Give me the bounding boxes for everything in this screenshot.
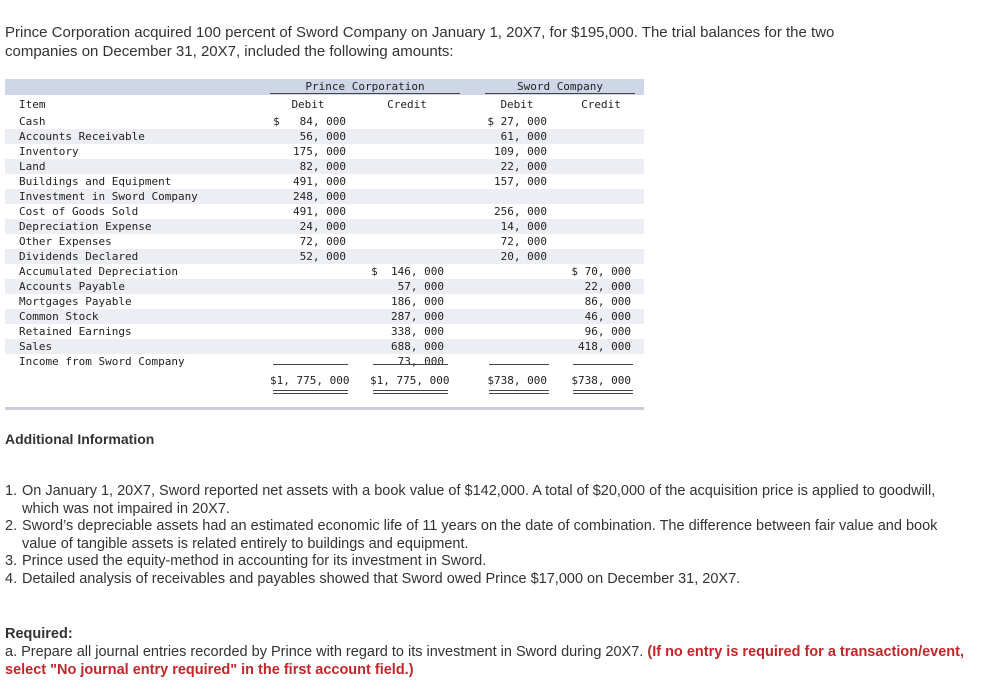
sword-credit-cell: 418, 000 [578, 340, 631, 353]
info-item [5, 571, 945, 589]
prince-debit-cell: 491, 000 [293, 175, 346, 188]
sword-credit-cell [571, 219, 631, 234]
row-item-label: Dividends Declared [19, 250, 139, 263]
group-underline-sword [485, 93, 635, 94]
required-note: (If no entry is required for a transaction/event, select "No journal entry required" in the first account field.) [5, 644, 965, 678]
prince-credit-cell [370, 174, 444, 189]
sword-credit-cell: 96, 000 [584, 325, 631, 338]
prince-debit-cell: 175, 000 [293, 145, 346, 158]
sword-debit-cell [487, 354, 547, 369]
double-rule-sword-debit [489, 390, 549, 394]
total-sword-debit: $738, 000 [487, 374, 547, 387]
group-underline-prince [270, 93, 460, 94]
column-header-prince-credit: Credit [387, 98, 427, 111]
required-text: a. Prepare all journal entries recorded by Prince with regard to its investment in Sword during 20X7. [5, 644, 644, 660]
sword-debit-cell: 256, 000 [494, 205, 547, 218]
sword-debit-cell: 14, 000 [500, 220, 547, 233]
row-item-label: Mortgages Payable [19, 295, 132, 308]
table-row [5, 354, 644, 369]
sword-credit-cell [571, 249, 631, 264]
info-text: Prince used the equity-method in accounting for its investment in Sword. [22, 553, 487, 569]
row-item-label: Investment in Sword Company [19, 190, 198, 203]
table-row [5, 159, 644, 174]
table-row [5, 234, 644, 249]
table-row [5, 324, 644, 339]
group-header-prince: Prince Corporation [305, 80, 425, 93]
total-rule-prince-credit [373, 364, 448, 365]
sword-debit-cell [487, 339, 547, 354]
table-row [5, 249, 644, 264]
column-header-prince-debit: Debit [291, 98, 325, 111]
sword-credit-cell: 86, 000 [584, 295, 631, 308]
prince-credit-cell: 186, 000 [391, 295, 444, 308]
sword-debit-cell [487, 294, 547, 309]
group-header-sword: Sword Company [516, 80, 604, 93]
prince-credit-cell: 688, 000 [391, 340, 444, 353]
info-text: On January 1, 20X7, Sword reported net assets with a book value of $142,000. A total of $20,000 of the acquisition price is applied to goodwill, which was not impaired in 20X7. [22, 483, 936, 517]
sword-debit-cell [487, 264, 547, 279]
prince-debit-cell [270, 309, 346, 324]
problem-intro: Prince Corporation acquired 100 percent of Sword Company on January 1, 20X7, for $195,000. The trial balances for the two companies on December 31, 20X7, included the following amounts: [5, 24, 835, 60]
prince-debit-cell: 24, 000 [299, 220, 346, 233]
sword-credit-cell: $ 70, 000 [571, 265, 631, 278]
info-number: 1. [5, 483, 18, 499]
additional-information-heading: Additional Information [5, 431, 155, 447]
total-rule-sword-credit [573, 364, 633, 365]
total-sword-credit: $738, 000 [571, 374, 631, 387]
prince-debit-cell [270, 264, 346, 279]
row-item-label: Land [19, 160, 46, 173]
required-title: Required: [5, 626, 73, 642]
prince-credit-cell: $ 146, 000 [371, 265, 444, 278]
sword-debit-cell [487, 189, 547, 204]
table-row [5, 294, 644, 309]
table-row [5, 204, 644, 219]
info-number: 3. [5, 553, 18, 569]
table-row [5, 114, 644, 129]
row-item-label: Depreciation Expense [19, 220, 152, 233]
table-row [5, 219, 644, 234]
prince-debit-cell: 56, 000 [299, 130, 346, 143]
table-row [5, 129, 644, 144]
table-row [5, 189, 644, 204]
prince-debit-cell: 52, 000 [299, 250, 346, 263]
total-rule-sword-debit [489, 364, 549, 365]
prince-debit-cell: 248, 000 [293, 190, 346, 203]
sword-credit-cell [571, 354, 631, 369]
row-item-label: Accounts Receivable [19, 130, 145, 143]
total-prince-debit: $1, 775, 000 [270, 374, 350, 387]
info-item [5, 483, 945, 518]
prince-debit-cell: 72, 000 [299, 235, 346, 248]
row-item-label: Other Expenses [19, 235, 112, 248]
row-item-label: Common Stock [19, 310, 99, 323]
row-item-label: Inventory [19, 145, 79, 158]
required-instruction [5, 643, 965, 679]
row-item-label: Sales [19, 340, 53, 353]
sword-credit-cell: 46, 000 [584, 310, 631, 323]
prince-debit-cell: 491, 000 [293, 205, 346, 218]
row-item-label: Income from Sword Company [19, 355, 185, 368]
sword-debit-cell: 109, 000 [494, 145, 547, 158]
prince-debit-cell: $ 84, 000 [273, 115, 346, 128]
prince-credit-cell [370, 144, 444, 159]
prince-credit-cell: 287, 000 [391, 310, 444, 323]
column-header-item: Item [19, 98, 46, 111]
prince-debit-cell [270, 279, 346, 294]
prince-debit-cell: 82, 000 [299, 160, 346, 173]
sword-credit-cell [571, 204, 631, 219]
row-item-label: Buildings and Equipment [19, 175, 172, 188]
prince-credit-cell: 57, 000 [397, 280, 444, 293]
prince-credit-cell [370, 114, 444, 129]
table-row [5, 279, 644, 294]
table-row [5, 264, 644, 279]
sword-debit-cell: 157, 000 [494, 175, 547, 188]
column-header-sword-debit: Debit [500, 98, 534, 111]
sword-debit-cell [487, 309, 547, 324]
required-section [5, 625, 965, 679]
info-number: 4. [5, 570, 18, 587]
row-item-label: Retained Earnings [19, 325, 132, 338]
sword-debit-cell: 61, 000 [500, 130, 547, 143]
sword-credit-cell: 22, 000 [584, 280, 631, 293]
prince-credit-cell [370, 219, 444, 234]
double-rule-prince-debit [273, 390, 348, 394]
total-prince-credit: $1, 775, 000 [370, 374, 450, 387]
table-row [5, 309, 644, 324]
table-row [5, 174, 644, 189]
sword-credit-cell [571, 114, 631, 129]
sword-credit-cell [571, 174, 631, 189]
sword-credit-cell [571, 129, 631, 144]
sword-debit-cell [487, 324, 547, 339]
prince-debit-cell [270, 339, 346, 354]
column-header-sword-credit: Credit [581, 98, 621, 111]
prince-credit-cell [370, 234, 444, 249]
sword-debit-cell: 72, 000 [500, 235, 547, 248]
prince-debit-cell [270, 324, 346, 339]
sword-debit-cell: $ 27, 000 [487, 115, 547, 128]
trial-balance-table [5, 79, 644, 410]
sword-credit-cell [571, 159, 631, 174]
double-rule-prince-credit [373, 390, 448, 394]
prince-credit-cell [370, 249, 444, 264]
sword-credit-cell [571, 144, 631, 159]
prince-credit-cell: 73, 000 [397, 355, 444, 368]
info-item [5, 553, 945, 571]
info-text: Sword’s depreciable assets had an estimated economic life of 11 years on the date of combination. The difference between fair value and book value of tangible assets is related entirely to buildings and equipment. [22, 518, 938, 552]
prince-debit-cell [270, 294, 346, 309]
sword-credit-cell [571, 234, 631, 249]
table-row [5, 144, 644, 159]
info-item [5, 518, 945, 553]
total-rule-prince-debit [273, 364, 348, 365]
row-item-label: Accumulated Depreciation [19, 265, 178, 278]
totals-row [5, 373, 644, 388]
prince-credit-cell: 338, 000 [391, 325, 444, 338]
prince-credit-cell [370, 159, 444, 174]
info-number: 2. [5, 518, 18, 534]
prince-credit-cell [370, 189, 444, 204]
prince-credit-cell [370, 129, 444, 144]
sword-debit-cell: 22, 000 [500, 160, 547, 173]
prince-debit-cell [270, 354, 346, 369]
row-item-label: Accounts Payable [19, 280, 125, 293]
row-item-label: Cash [19, 115, 46, 128]
additional-information-list [5, 483, 945, 588]
sword-debit-cell: 20, 000 [500, 250, 547, 263]
sword-credit-cell [571, 189, 631, 204]
sword-debit-cell [487, 279, 547, 294]
row-item-label: Cost of Goods Sold [19, 205, 139, 218]
double-rule-sword-credit [573, 390, 633, 394]
info-text: Detailed analysis of receivables and payables showed that Sword owed Prince $17,000 on December 31, 20X7. [22, 570, 741, 587]
table-row [5, 339, 644, 354]
prince-credit-cell [370, 204, 444, 219]
